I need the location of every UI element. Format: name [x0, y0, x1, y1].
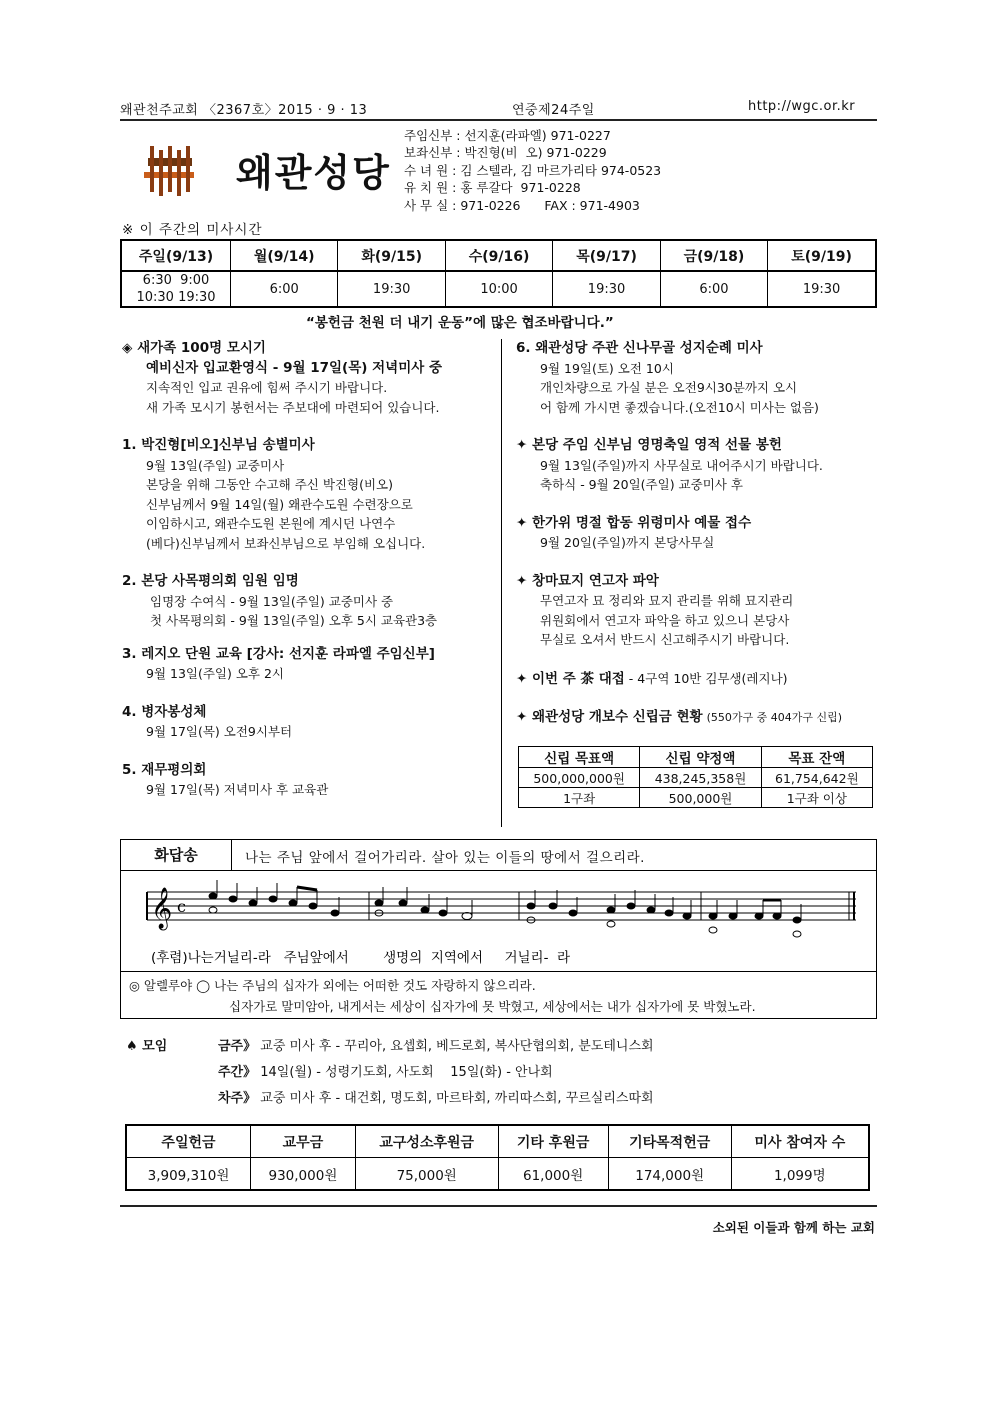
collection-value: 61,000원 [498, 1158, 608, 1191]
meeting-row [218, 1034, 654, 1060]
announcement-heading: 6. 왜관성당 주관 신나무골 성지순례 미사 [516, 340, 763, 356]
collection-value: 174,000원 [608, 1158, 731, 1191]
tea-duty [516, 669, 876, 690]
tea-duty-label: ✦ 이번 주 茶 대접 [516, 670, 625, 687]
day-header: 토(9/19) [768, 240, 876, 271]
fund-cell: 61,754,642원 [761, 768, 872, 788]
footer-motto: 소외된 이들과 함께 하는 교회 [712, 1220, 875, 1235]
announcement-line: 축하식 - 9월 20일(주일) 교중미사 후 [540, 477, 743, 492]
mass-days-row [121, 240, 876, 271]
announcement-heading: ✦ 창마묘지 연고자 파악 [516, 572, 659, 589]
staff-line: 보좌신부 : 박진형(비 오) 971-0229 [404, 145, 607, 161]
fund-cell: 1구좌 이상 [761, 788, 872, 808]
announcement-heading: 3. 레지오 단원 교육 [강사: 선지훈 라파엘 주임신부] [122, 645, 435, 662]
collection-value: 930,000원 [250, 1158, 355, 1191]
announcement-line: 9월 13일(주일) 오후 2시 [146, 666, 285, 681]
renovation-fund-table [518, 746, 873, 808]
announcement-line: 이임하시고, 왜관수도원 본원에 계시던 나연수 [146, 516, 396, 531]
alleluia-line: 십자가로 말미암아, 내게서는 세상이 십자가에 못 박혔고, 세상에서는 내가 십자가에 못 박혔노라. [229, 999, 756, 1014]
column-divider [501, 339, 502, 827]
staff-line: 수 녀 원 : 김 스텔라, 김 마르가리타 974-0523 [404, 162, 662, 178]
liturgical-week: 연중제24주일 [512, 103, 595, 118]
alleluia-verse [121, 971, 876, 1019]
announcement-heading: 5. 재무평의회 [122, 761, 207, 778]
announcement-heading: ✦ 한가위 명절 합동 위령미사 예물 접수 [516, 514, 752, 531]
sunday-time: 10:30 19:30 [136, 290, 216, 305]
announcement-heading: 2. 본당 사목평의회 임원 임명 [122, 573, 299, 589]
meeting-key: 금주》 [218, 1039, 257, 1054]
meeting-value: 교중 미사 후 - 꾸리아, 요셉회, 베드로회, 복사단협의회, 분도테니스회 [256, 1039, 654, 1054]
announcement-line: 무실로 오셔서 반드시 신고해주시기 바랍니다. [540, 632, 790, 647]
left-announcements [122, 339, 492, 800]
meeting-row [218, 1086, 654, 1112]
parish-logo [140, 144, 200, 196]
staff-line: 유 치 원 : 홍 루갈다 971-0228 [404, 180, 581, 196]
announcement-line: 9월 17일(목) 저녁미사 후 교육관 [146, 782, 329, 797]
collection-header: 미사 참여자 수 [731, 1125, 869, 1158]
tea-duty-value: - 4구역 10반 김무생(레지나) [624, 670, 788, 686]
alleluia-line: ◎ 알렐루야 ◯ 나는 주님의 십자가 외에는 어떠한 것도 자랑하지 않으리라. [129, 978, 536, 993]
announcement-line: 9월 19일(토) 오전 10시 [540, 360, 674, 376]
mass-caption: ※ 이 주간의 미사시간 [122, 222, 263, 238]
collection-header: 교구성소후원금 [355, 1125, 498, 1158]
responsorial-psalm [120, 839, 877, 1019]
day-header: 금(9/18) [660, 240, 767, 271]
psalm-lyrics: (후렴)나는거닐리-라 주님앞에서 생명의 지역에서 거닐리- 라 [151, 950, 571, 966]
fund-cell: 438,245,358원 [640, 768, 761, 788]
staff-info [404, 127, 661, 214]
announcement-heading: 4. 병자봉성체 [122, 703, 207, 720]
announcement-line: 9월 20일(주일)까지 본당사무실 [540, 535, 715, 550]
staff-line: 사 무 실 : 971-0226 FAX : 971-4903 [404, 197, 640, 213]
right-announcements [516, 339, 876, 728]
mass-time: 19:30 [768, 271, 876, 307]
mass-time: 6:00 [231, 271, 338, 307]
mass-time: 10:00 [445, 271, 552, 307]
fund-header: 신립 약정액 [640, 747, 761, 768]
announcement-heading: ✦ 본당 주임 신부님 영명축일 영적 선물 봉헌 [516, 437, 782, 453]
staff-line: 주임신부 : 선지훈(라파엘) 971-0227 [404, 128, 611, 143]
fund-header: 목표 잔액 [761, 747, 872, 768]
meeting-row [218, 1060, 553, 1086]
fund-title: ✦ 왜관성당 개보수 신립금 현황 [516, 709, 703, 725]
announcement-line: 개인차량으로 가실 분은 오전9시30분까지 오시 [540, 380, 798, 395]
fund-cell: 1구좌 [519, 788, 640, 808]
psalm-label: 화답송 [121, 840, 232, 870]
announcement-line: 새 가족 모시기 봉헌서는 주보대에 마련되어 있습니다. [146, 399, 440, 415]
music-score [121, 872, 876, 972]
mass-time: 6:00 [660, 271, 767, 307]
day-header: 화(9/15) [338, 240, 445, 271]
sunday-times [121, 271, 231, 307]
day-header: 목(9/17) [553, 240, 660, 271]
announcement-line: 9월 13일(주일) 교중미사 [146, 457, 285, 473]
meeting-key: 차주》 [218, 1091, 257, 1106]
announcement-heading: 1. 박진형[비오]신부님 송별미사 [122, 437, 315, 453]
meeting-value: 14일(월) - 성령기도회, 사도회 15일(화) - 안나회 [256, 1065, 553, 1080]
announcement-heading: ◈ 새가족 100명 모시기 [122, 340, 266, 356]
announcement-line: 첫 사목평의회 - 9월 13일(주일) 오후 5시 교육관3층 [150, 613, 438, 628]
announcement-subheading: 예비신자 입교환영식 - 9월 17일(목) 저녁미사 중 [146, 359, 443, 376]
meetings-title: ♠ 모임 [126, 1039, 168, 1054]
announcement-line: 신부님께서 9월 14일(월) 왜관수도원 수련장으로 [146, 496, 413, 512]
announcement-line: 어 함께 가시면 좋겠습니다.(오전10시 미사는 없음) [540, 399, 819, 415]
fund-cell: 500,000,000원 [519, 768, 640, 788]
announcement-line: 위원회에서 연고자 파악을 하고 있으니 본당사 [540, 612, 790, 628]
sunday-time: 6:30 9:00 [142, 273, 210, 288]
announcement-line: 본당을 위해 그동안 수고해 주신 박진형(비오) [146, 477, 393, 492]
mass-schedule-table [120, 239, 877, 308]
announcement-line: 9월 13일(주일)까지 사무실로 내어주시기 바랍니다. [540, 457, 823, 473]
common-time-icon: c [177, 897, 186, 916]
collection-header: 교무금 [250, 1125, 355, 1158]
header-rule [120, 119, 877, 121]
fund-header: 신립 목표액 [519, 747, 640, 768]
announcement-line: (베다)신부님께서 보좌신부님으로 부임해 오십니다. [146, 535, 426, 551]
day-header: 수(9/16) [445, 240, 552, 271]
mass-time: 19:30 [553, 271, 660, 307]
psalm-text: 나는 주님 앞에서 걸어가리라. 살아 있는 이들의 땅에서 걸으리라. [245, 850, 645, 866]
announcement-line: 무연고자 묘 정리와 묘지 관리를 위해 묘지관리 [540, 593, 794, 608]
treble-clef-icon: 𝄞 [151, 888, 173, 929]
collection-header: 기타 후원금 [498, 1125, 608, 1158]
website-url[interactable]: http://wgc.or.kr [748, 99, 856, 114]
meeting-value: 교중 미사 후 - 대건회, 명도회, 마르타회, 까리따스회, 꾸르실리스따회 [256, 1091, 654, 1106]
mass-time: 19:30 [338, 271, 445, 307]
slogan: “봉헌금 천원 더 내기 운동”에 많은 협조바랍니다.” [306, 315, 614, 331]
collection-header: 기타목적헌금 [608, 1125, 731, 1158]
announcement-line: 임명장 수여식 - 9월 13일(주일) 교중미사 중 [150, 593, 394, 609]
meeting-key: 주간》 [218, 1065, 257, 1080]
parish-title: 왜관성당 [236, 151, 391, 195]
fund-cell: 500,000원 [640, 788, 761, 808]
fund-note: (550가구 중 404가구 신립) [706, 711, 843, 724]
announcement-line: 9월 17일(목) 오전9시부터 [146, 724, 293, 739]
collection-table [125, 1124, 870, 1191]
parish-issue: 왜관천주교회 〈2367호〉2015 · 9 · 13 [120, 103, 368, 118]
music-notes [209, 880, 801, 937]
announcement-line: 지속적인 입교 권유에 힘써 주시기 바랍니다. [146, 380, 388, 395]
collection-value: 3,909,310원 [126, 1158, 250, 1191]
collection-value: 1,099명 [731, 1158, 869, 1191]
psalm-header [121, 840, 876, 871]
day-header: 주일(9/13) [121, 240, 231, 271]
mass-times-row [121, 271, 876, 307]
collection-value: 75,000원 [355, 1158, 498, 1191]
footer-rule [120, 1205, 877, 1207]
day-header: 월(9/14) [231, 240, 338, 271]
collection-header: 주일헌금 [126, 1125, 250, 1158]
fund-title-line [516, 707, 876, 728]
